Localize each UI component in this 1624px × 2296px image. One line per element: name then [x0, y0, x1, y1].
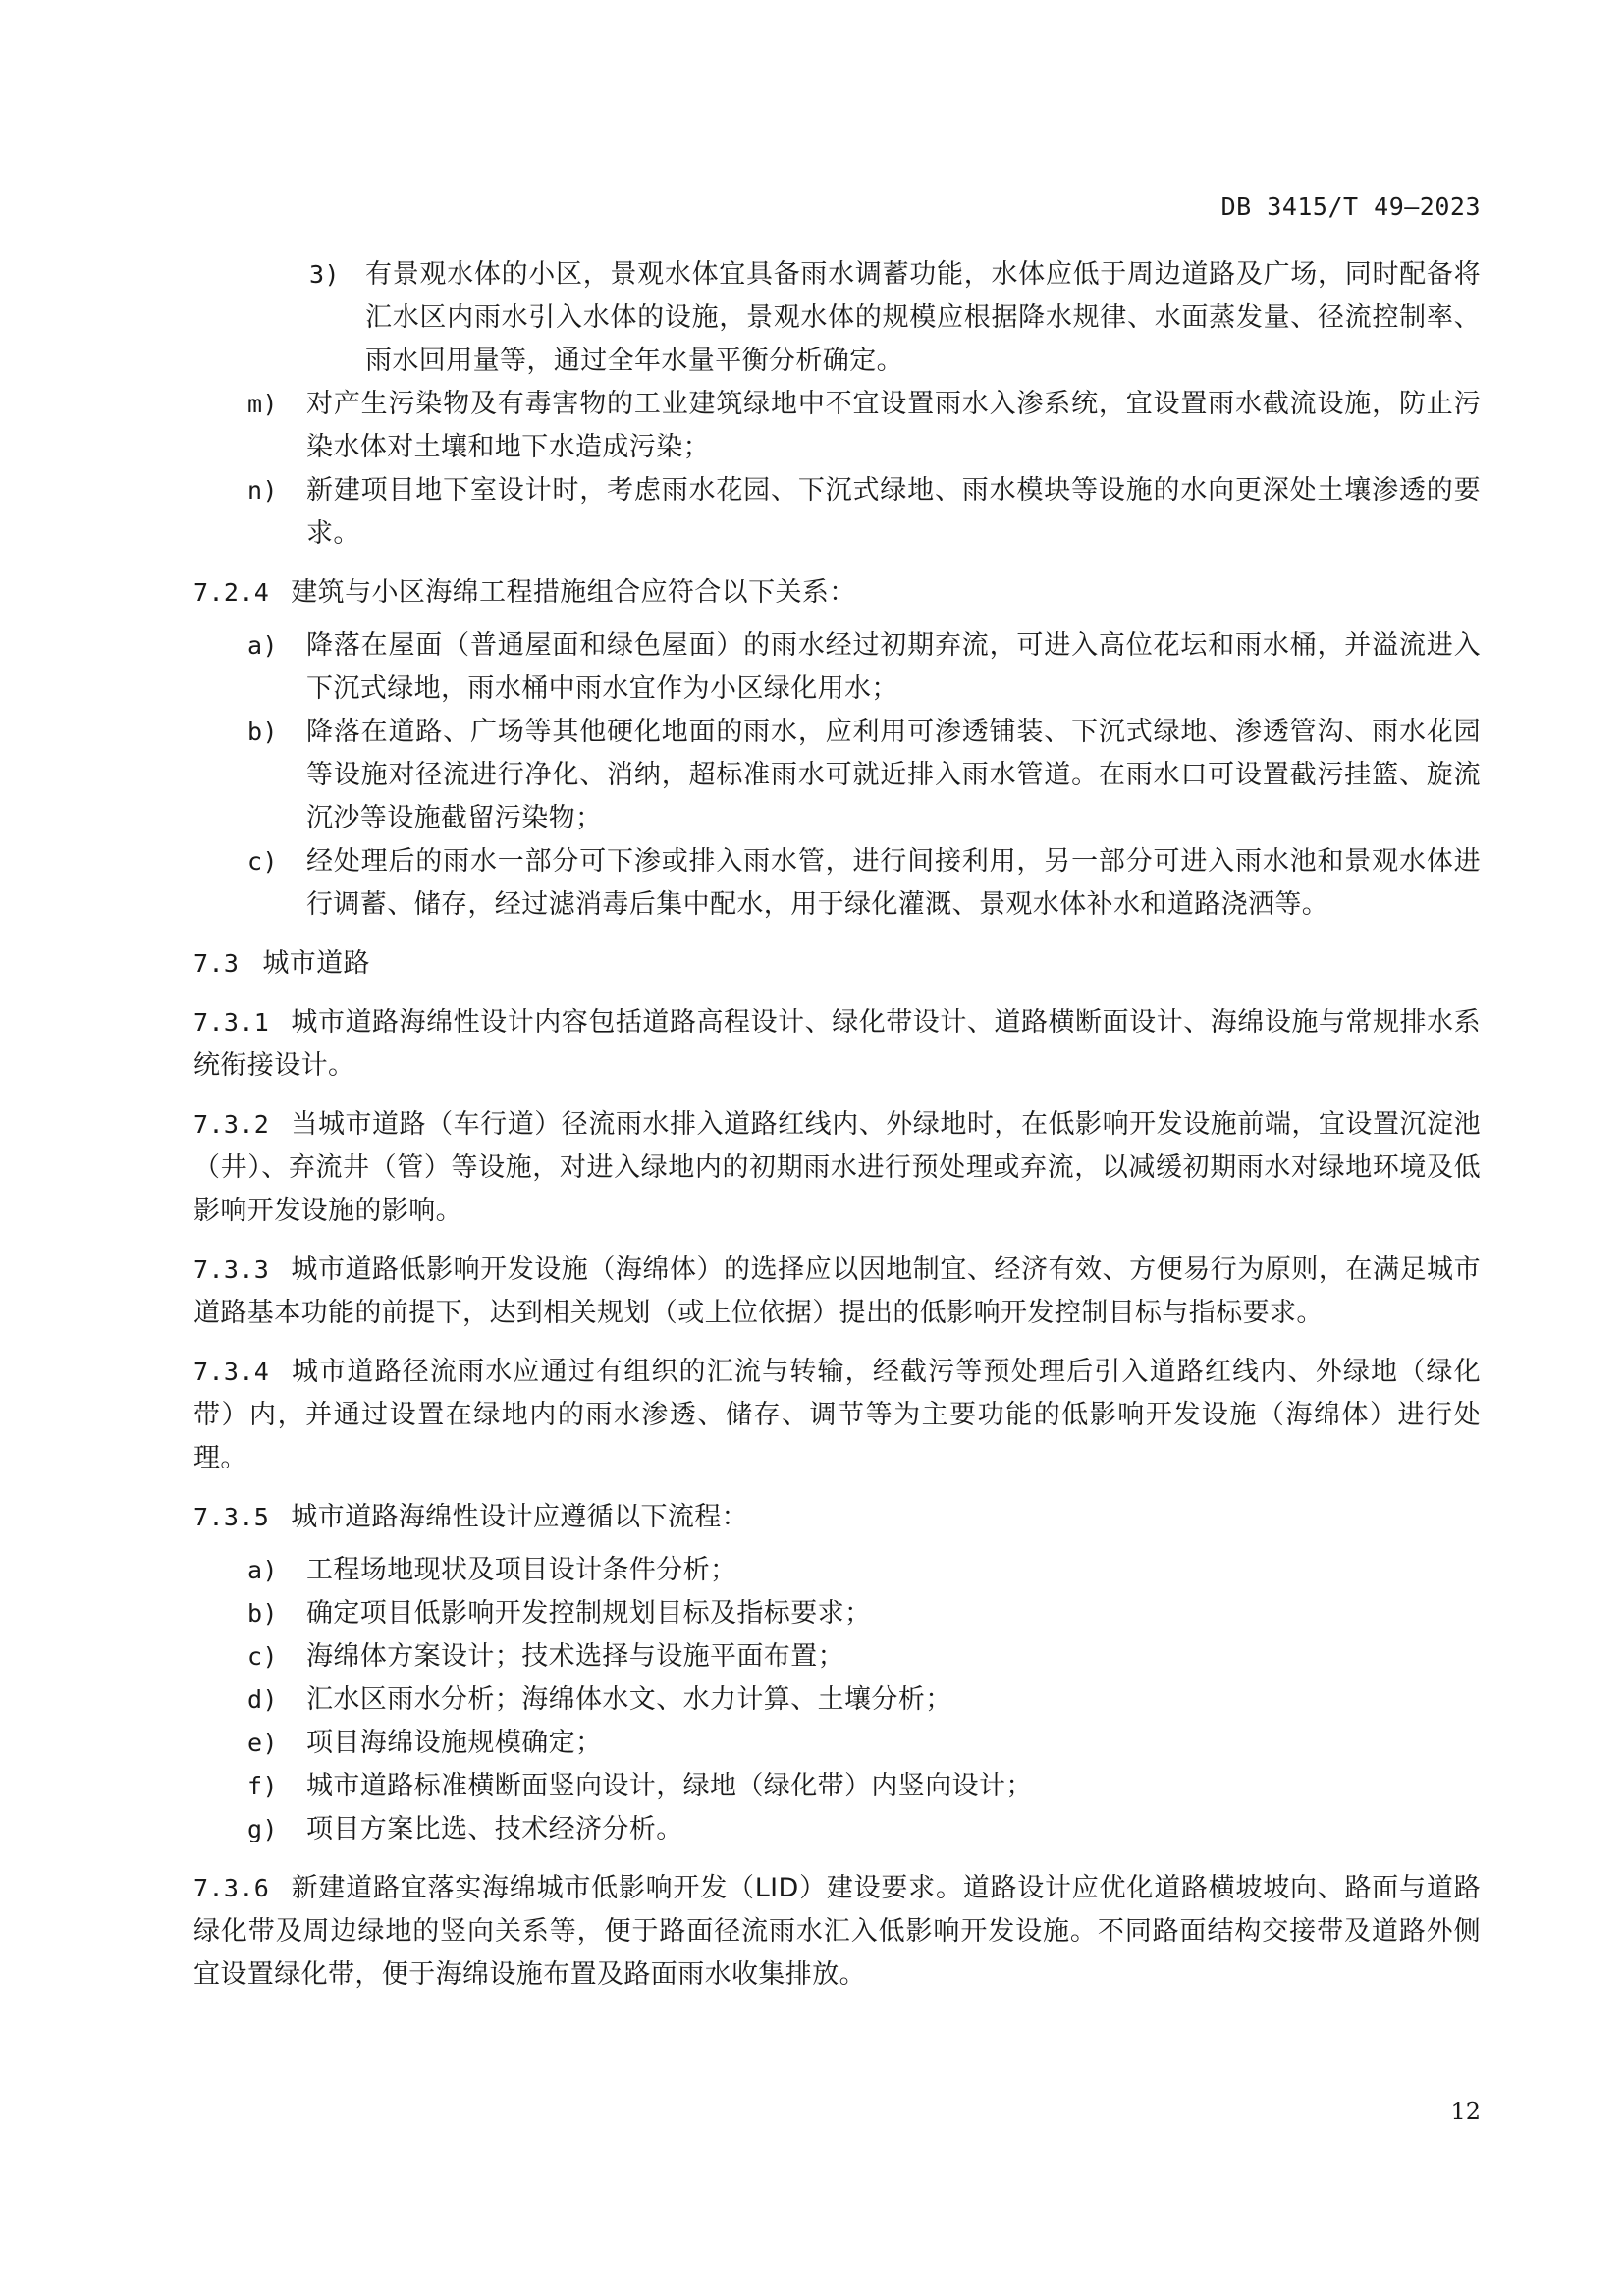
- list-marker: e): [247, 1729, 278, 1757]
- clause-text: 城市道路海绵性设计内容包括道路高程设计、绿化带设计、道路横断面设计、海绵设施与常规排水系统衔接设计。: [193, 1007, 1481, 1081]
- list-item-m: [193, 383, 1481, 469]
- list-item-text: 海绵体方案设计；技术选择与设施平面布置；: [306, 1641, 844, 1672]
- list-marker: d): [247, 1685, 278, 1714]
- list-marker: a): [247, 1556, 278, 1584]
- list-item-n: [193, 469, 1481, 556]
- clause-text: 城市道路海绵性设计应遵循以下流程：: [291, 1502, 749, 1532]
- clause-7-3-5: [193, 1496, 1481, 1539]
- clause-text: 当城市道路（车行道）径流雨水排入道路红线内、外绿地时，在低影响开发设施前端，宜设置沉淀池（井）、弃流井（管）等设施，对进入绿地内的初期雨水进行预处理或弃流，以减缓初期雨水对绿地环境及低影响开发设施的影响。: [193, 1109, 1481, 1226]
- list-marker: g): [247, 1815, 278, 1843]
- clause-number: 7.3.2: [193, 1110, 270, 1139]
- page-content: [193, 253, 1481, 1997]
- list-marker: c): [247, 847, 278, 876]
- clause-7-3-2: [193, 1103, 1481, 1233]
- clause-7-3-4: [193, 1351, 1481, 1480]
- document-code: DB 3415/T 49—2023: [1220, 192, 1481, 221]
- list-marker: f): [247, 1772, 278, 1800]
- list-item-text: 有景观水体的小区，景观水体宜具备雨水调蓄功能，水体应低于周边道路及广场，同时配备将汇水区内雨水引入水体的设施，景观水体的规模应根据降水规律、水面蒸发量、径流控制率、雨水回用量等，通过全年水量平衡分析确定。: [365, 259, 1481, 376]
- list-item-e: [193, 1722, 1481, 1765]
- list-item-f: [193, 1765, 1481, 1808]
- list-item-a: [193, 1549, 1481, 1592]
- clause-7-3-6: [193, 1867, 1481, 1997]
- list-item-text: 汇水区雨水分析；海绵体水文、水力计算、土壤分析；: [306, 1684, 952, 1715]
- section-number: 7.3: [193, 949, 240, 978]
- list-marker: a): [247, 631, 278, 660]
- clause-text: 城市道路低影响开发设施（海绵体）的选择应以因地制宜、经济有效、方便易行为原则，在满足城市道路基本功能的前提下，达到相关规划（或上位依据）提出的低影响开发控制目标与指标要求。: [193, 1255, 1481, 1328]
- clause-7-3-1: [193, 1001, 1481, 1088]
- list-item-text: 新建项目地下室设计时，考虑雨水花园、下沉式绿地、雨水模块等设施的水向更深处土壤渗透的要求。: [306, 475, 1481, 549]
- list-item-g: [193, 1808, 1481, 1851]
- list-marker: m): [247, 390, 278, 418]
- list-marker: b): [247, 1599, 278, 1628]
- clause-text: 新建道路宜落实海绵城市低影响开发（LID）建设要求。道路设计应优化道路横坡坡向、路面与道路绿化带及周边绿地的竖向关系等，便于路面径流雨水汇入低影响开发设施。不同路面结构交接带及道路外侧宜设置绿化带，便于海绵设施布置及路面雨水收集排放。: [193, 1873, 1481, 1990]
- list-item-3: [193, 253, 1481, 383]
- list-marker: 3): [309, 260, 340, 289]
- clause-7-2-4: [193, 571, 1481, 614]
- list-item-text: 项目海绵设施规模确定；: [306, 1728, 603, 1758]
- clause-number: 7.3.1: [193, 1008, 270, 1037]
- list-item-b: [193, 711, 1481, 840]
- list-item-text: 项目方案比选、技术经济分析。: [306, 1814, 683, 1844]
- list-item-text: 城市道路标准横断面竖向设计，绿地（绿化带）内竖向设计；: [306, 1771, 1033, 1801]
- list-marker: b): [247, 718, 278, 746]
- list-item-text: 降落在屋面（普通屋面和绿色屋面）的雨水经过初期弃流，可进入高位花坛和雨水桶，并溢流进入下沉式绿地，雨水桶中雨水宜作为小区绿化用水；: [306, 630, 1481, 704]
- list-item-text: 经处理后的雨水一部分可下渗或排入雨水管，进行间接利用，另一部分可进入雨水池和景观水体进行调蓄、储存，经过滤消毒后集中配水，用于绿化灌溉、景观水体补水和道路浇洒等。: [306, 846, 1481, 920]
- section-heading-7-3: [193, 942, 1481, 986]
- list-item-text: 对产生污染物及有毒害物的工业建筑绿地中不宜设置雨水入渗系统，宜设置雨水截流设施，防止污染水体对土壤和地下水造成污染；: [306, 389, 1481, 462]
- list-item-c: [193, 1635, 1481, 1679]
- clause-text: 城市道路径流雨水应通过有组织的汇流与转输，经截污等预处理后引入道路红线内、外绿地（绿化带）内，并通过设置在绿地内的雨水渗透、储存、调节等为主要功能的低影响开发设施（海绵体）进行处理。: [193, 1357, 1481, 1473]
- list-item-c: [193, 840, 1481, 927]
- clause-number: 7.3.6: [193, 1874, 270, 1902]
- section-title: 城市道路: [262, 948, 370, 979]
- list-marker: c): [247, 1642, 278, 1671]
- clause-number: 7.3.3: [193, 1255, 270, 1284]
- list-marker: n): [247, 476, 278, 505]
- clause-number: 7.3.4: [193, 1358, 270, 1386]
- page-number: 12: [1450, 2098, 1481, 2125]
- clause-7-3-3: [193, 1249, 1481, 1335]
- clause-text: 建筑与小区海绵工程措施组合应符合以下关系：: [291, 577, 856, 608]
- clause-number: 7.2.4: [193, 578, 270, 607]
- list-item-b: [193, 1592, 1481, 1635]
- list-item-a: [193, 624, 1481, 711]
- list-item-d: [193, 1679, 1481, 1722]
- list-item-text: 降落在道路、广场等其他硬化地面的雨水，应利用可渗透铺装、下沉式绿地、渗透管沟、雨水花园等设施对径流进行净化、消纳，超标准雨水可就近排入雨水管道。在雨水口可设置截污挂篮、旋流沉沙等设施截留污染物；: [306, 717, 1481, 833]
- clause-number: 7.3.5: [193, 1503, 270, 1531]
- list-item-text: 工程场地现状及项目设计条件分析；: [306, 1555, 737, 1585]
- list-item-text: 确定项目低影响开发控制规划目标及指标要求；: [306, 1598, 872, 1629]
